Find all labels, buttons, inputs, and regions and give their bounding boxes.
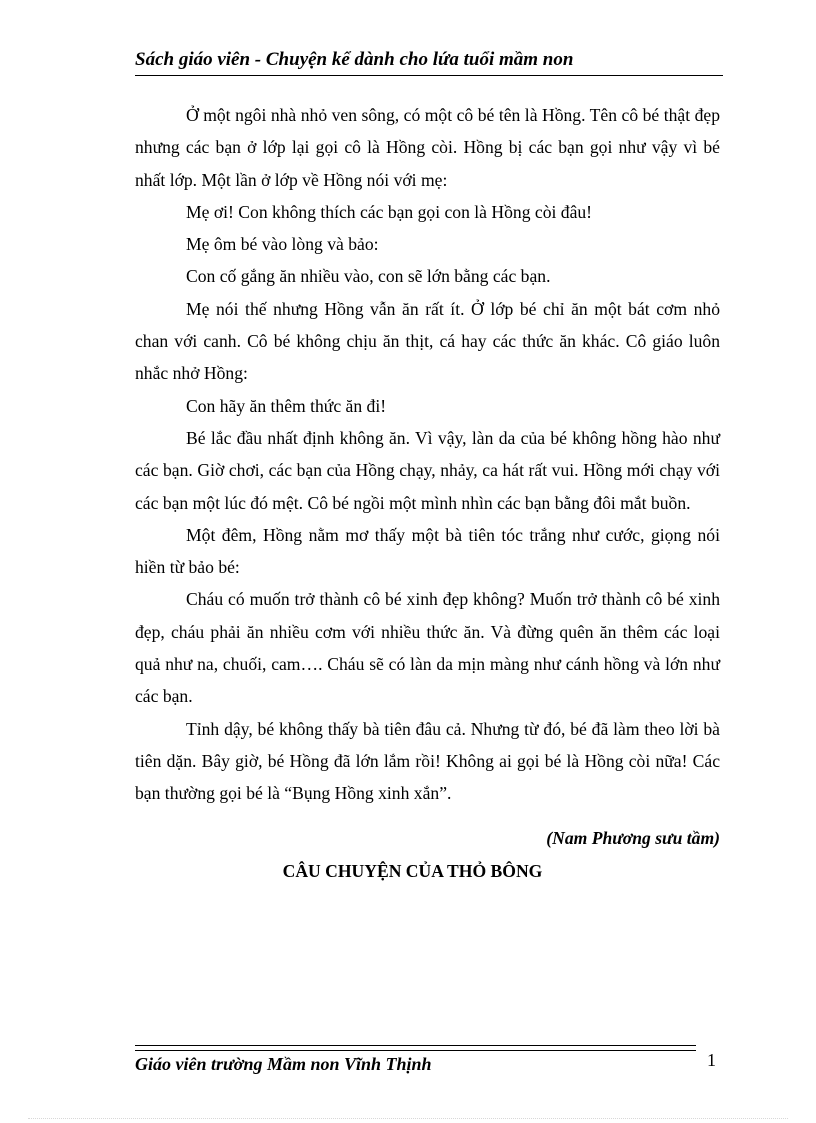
story-paragraph: Tỉnh dậy, bé không thấy bà tiên đâu cả. Nhưng từ đó, bé đã làm theo lời bà tiên dặn. Bây giờ, bé Hồng đã lớn lắm rồi! Không ai gọi bé là Hồng còi nữa! Các bạn thường gọi bé là “Bụng Hồng xinh xắn”. (135, 718, 720, 804)
page-edge (28, 1118, 788, 1119)
story-paragraph: Mẹ ôm bé vào lòng và bảo: (186, 234, 379, 255)
footer-school-name: Giáo viên trường Mầm non Vĩnh Thịnh (135, 1054, 432, 1074)
next-story-title: CÂU CHUYỆN CỦA THỎ BÔNG (282, 860, 543, 881)
page-number: 1 (707, 1050, 716, 1070)
story-paragraph: Mẹ nói thế nhưng Hồng vẫn ăn rất ít. Ở lớp bé chỉ ăn một bát cơm nhỏ chan với canh. Cô bé không chịu ăn thịt, cá hay các thức ăn khác. Cô giáo luôn nhắc nhở Hồng: (135, 298, 720, 384)
story-paragraph: Một đêm, Hồng nằm mơ thấy một bà tiên tóc trắng như cước, giọng nói hiền từ bảo bé: (135, 524, 720, 578)
story-paragraph: Con cố gắng ăn nhiều vào, con sẽ lớn bằng các bạn. (186, 266, 551, 287)
story-paragraph: Con hãy ăn thêm thức ăn đi! (186, 395, 387, 416)
story-paragraph: Ở một ngôi nhà nhỏ ven sông, có một cô bé tên là Hồng. Tên cô bé thật đẹp nhưng các bạn ở lớp lại gọi cô là Hồng còi. Hồng bị các bạn gọi như vậy vì bé nhất lớp. Một lần ở lớp về Hồng nói với mẹ: (135, 105, 720, 190)
header-title: Sách giáo viên - Chuyện kể dành cho lứa tuổi mầm non (135, 49, 574, 70)
story-paragraph: Mẹ ơi! Con không thích các bạn gọi con là Hồng còi đâu! (186, 201, 593, 222)
story-paragraph: Cháu có muốn trở thành cô bé xinh đẹp không? Muốn trở thành cô bé xinh đẹp, cháu phải ăn nhiều cơm với nhiều thức ăn. Và đừng quên ăn thêm các loại quả như na, chuối, cam…. Cháu sẽ có làn da mịn màng như cánh hồng và lớn như các bạn. (135, 589, 720, 707)
story-attribution: (Nam Phương sưu tầm) (546, 827, 720, 848)
page-header (135, 48, 723, 76)
story-paragraph: Bé lắc đầu nhất định không ăn. Vì vậy, làn da của bé không hồng hào như các bạn. Giờ chơi, các bạn của Hồng chạy, nhảy, ca hát rất vui. Hồng mới chạy với các bạn một lúc đó mệt. Cô bé ngồi một mình nhìn các bạn bằng đôi mắt buồn. (135, 427, 720, 513)
footer-divider (135, 1045, 696, 1051)
story-body (135, 99, 720, 886)
